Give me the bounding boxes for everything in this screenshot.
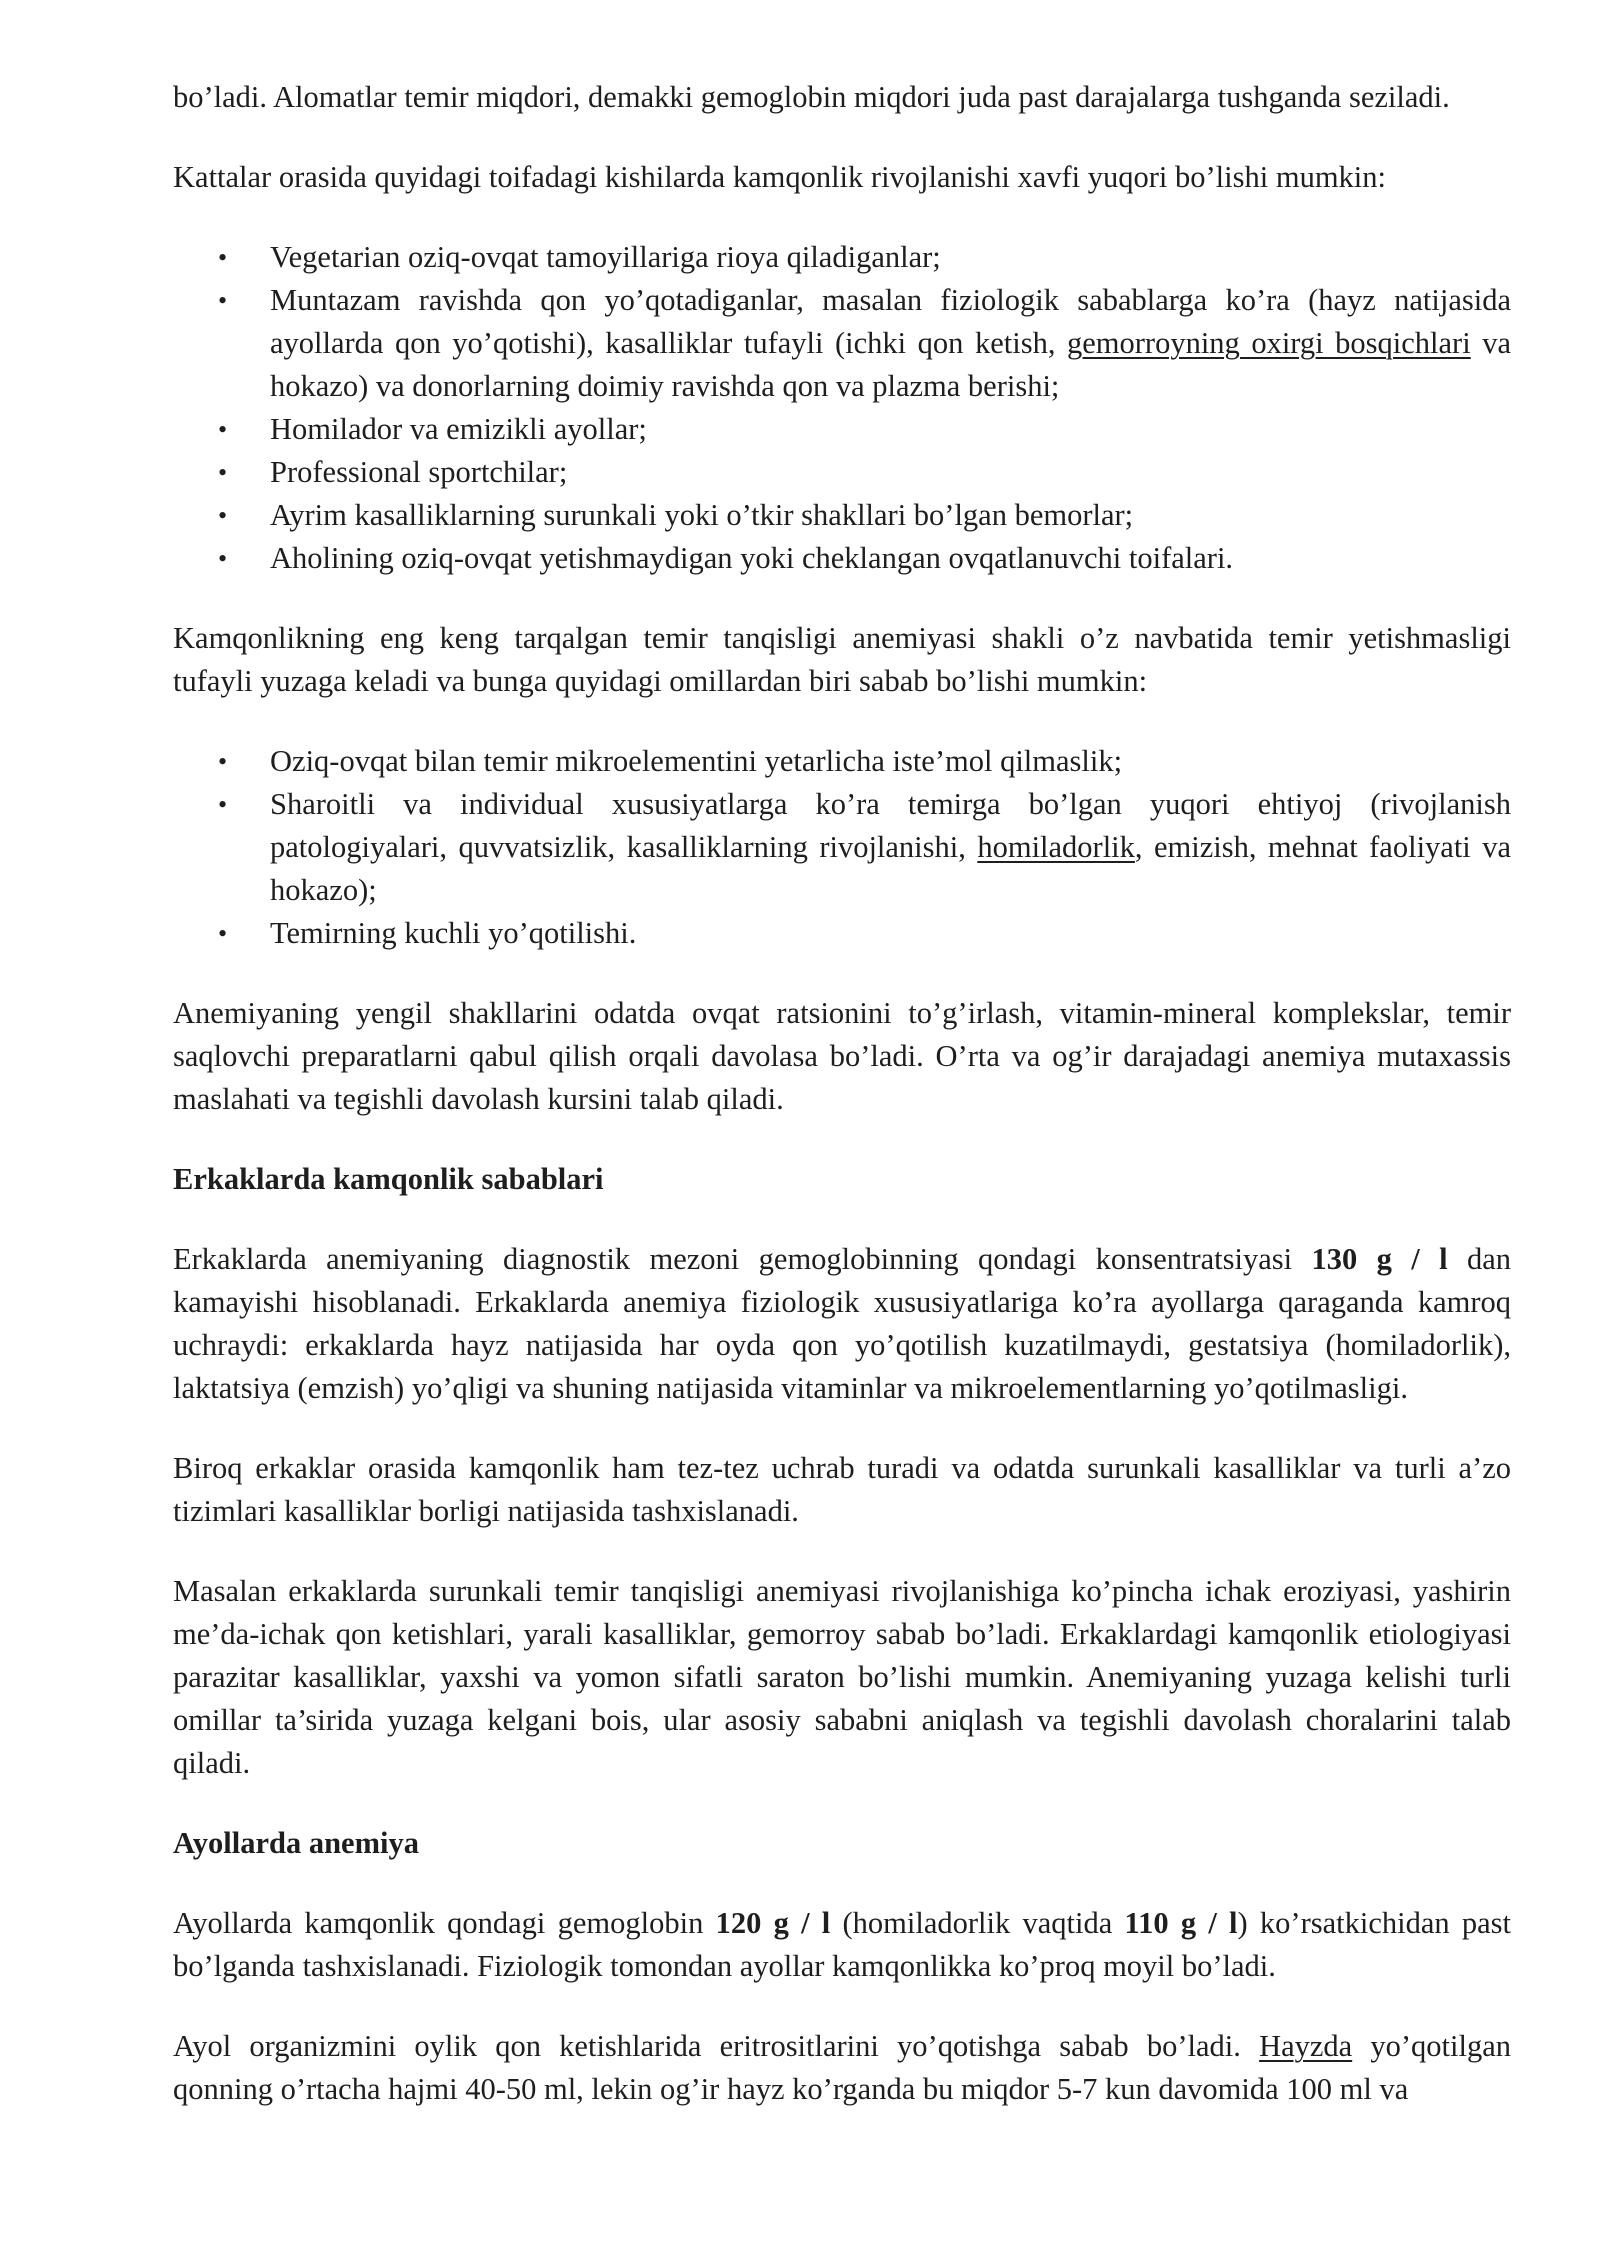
heading-men-causes: Erkaklarda kamqonlik sabablari (173, 1162, 604, 1196)
bullet-icon: • (218, 458, 228, 487)
list-item: • Homilador va emizikli ayollar; (173, 408, 1511, 451)
bullet-icon: • (218, 415, 228, 444)
heading-women-anemia: Ayollarda anemiya (173, 1826, 419, 1860)
link-hayzda[interactable]: Hayzda (1259, 2029, 1353, 2063)
risk-groups-list (173, 236, 1511, 580)
value-110: 110 g / l (1124, 1906, 1238, 1940)
bullet-icon: • (218, 747, 228, 776)
paragraph-iron-deficiency: Kamqonlikning eng keng tarqalgan temir tanqisligi anemiyasi shakli o’z navbatida temir yetishmasligi tufayli yuzaga keladi va bunga quyidagi omillardan biri sabab bo’lishi mumkin: (173, 621, 1511, 698)
list-item: • Ayrim kasalliklarning surunkali yoki o’tkir shakllari bo’lgan bemorlar; (173, 494, 1511, 537)
value-130: 130 g / l (1311, 1242, 1448, 1276)
paragraph-treatment: Anemiyaning yengil shakllarini odatda ovqat ratsionini to’g’irlash, vitamin-mineral komplekslar, temir saqlovchi preparatlarni qabul qilish orqali davolasa bo’ladi. O’rta va og’ir darajadagi anemiya mutaxassis maslahati va tegishli davolash kursini talab qiladi. (173, 996, 1511, 1116)
paragraph-women-criteria: Ayollarda kamqonlik qondagi gemoglobin 120 g / l (homiladorlik vaqtida 110 g / l) ko’rsatkichidan past bo’lganda tashxislanadi. Fiziologik tomondan ayollar kamqonlikka ko’proq moyil bo’ladi. (173, 1906, 1512, 1983)
list-item: • Sharoitli va individual xususiyatlarga ko’ra temirga bo’lgan yuqori ehtiyoj (rivojlanish patologiyalari, quvvatsizlik, kasalliklarning rivojlanishi, homiladorlik, emizish, mehnat faoliyati va hokazo); (173, 783, 1511, 912)
paragraph-risk-intro: Kattalar orasida quyidagi toifadagi kishilarda kamqonlik rivojlanishi xavfi yuqori bo’lishi mumkin: (173, 160, 1386, 194)
bullet-icon: • (218, 919, 228, 948)
list-item: • Vegetarian oziq-ovqat tamoyillariga rioya qiladiganlar; (173, 236, 1511, 279)
link-gemorroy-stages[interactable]: gemorroyning oxirgi bosqichlari (1067, 326, 1471, 360)
list-item: • Professional sportchilar; (173, 451, 1511, 494)
paragraph-women-menstruation: Ayol organizmini oylik qon ketishlarida eritrositlarini yo’qotishga sabab bo’ladi. Hayzda yo’qotilgan qonning o’rtacha hajmi 40-50 ml, lekin og’ir hayz ko’rganda bu miqdor 5-7 kun davomida 100 ml va (173, 2029, 1512, 2106)
paragraph-symptoms: bo’ladi. Alomatlar temir miqdori, demakki gemoglobin miqdori juda past darajalarga tushganda seziladi. (173, 80, 1450, 114)
list-item: • Temirning kuchli yo’qotilishi. (173, 912, 1511, 955)
paragraph-men-frequency: Biroq erkaklar orasida kamqonlik ham tez-tez uchrab turadi va odatda surunkali kasalliklar va turli a’zo tizimlari kasalliklar borligi natijasida tashxislanadi. (173, 1451, 1511, 1528)
paragraph-men-criteria: Erkaklarda anemiyaning diagnostik mezoni gemoglobinning qondagi konsentratsiyasi 130 g / l dan kamayishi hisoblanadi. Erkaklarda anemiya fiziologik xususiyatlariga ko’ra ayollarga qaraganda kamroq uchraydi: erkaklarda hayz natijasida har oyda qon yo’qotilish kuzatilmaydi, gestatsiya (homiladorlik), laktatsiya (emzish) yo’qligi va shuning natijasida vitaminlar va mikroelementlarning yo’qotilmasligi. (173, 1242, 1511, 1405)
bullet-icon: • (218, 243, 228, 272)
value-120: 120 g / l (715, 1906, 831, 1940)
document-page (173, 76, 1511, 2148)
causes-list (173, 740, 1511, 955)
bullet-icon: • (218, 501, 228, 530)
bullet-icon: • (218, 790, 228, 819)
list-item: • Muntazam ravishda qon yo’qotadiganlar, masalan fiziologik sabablarga ko’ra (hayz natijasida ayollarda qon yo’qotishi), kasalliklar tufayli (ichki qon ketish, gemorroyning oxirgi bosqichlari va hokazo) va donorlarning doimiy ravishda qon va plazma berishi; (173, 279, 1511, 408)
list-item: • Aholining oziq-ovqat yetishmaydigan yoki cheklangan ovqatlanuvchi toifalari. (173, 537, 1511, 580)
bullet-icon: • (218, 544, 228, 573)
link-homiladorlik[interactable]: homiladorlik (977, 830, 1135, 864)
paragraph-men-examples: Masalan erkaklarda surunkali temir tanqisligi anemiyasi rivojlanishiga ko’pincha ichak eroziyasi, yashirin me’da-ichak qon ketishlari, yarali kasalliklar, gemorroy sabab bo’ladi. Erkaklardagi kamqonlik etiologiyasi parazitar kasalliklar, yaxshi va yomon sifatli saraton bo’lishi mumkin. Anemiyaning yuzaga kelishi turli omillar ta’sirida yuzaga kelgani bois, ular asosiy sababni aniqlash va tegishli davolash choralarini talab qiladi. (173, 1574, 1511, 1780)
list-item: • Oziq-ovqat bilan temir mikroelementini yetarlicha iste’mol qilmaslik; (173, 740, 1511, 783)
bullet-icon: • (218, 286, 228, 315)
